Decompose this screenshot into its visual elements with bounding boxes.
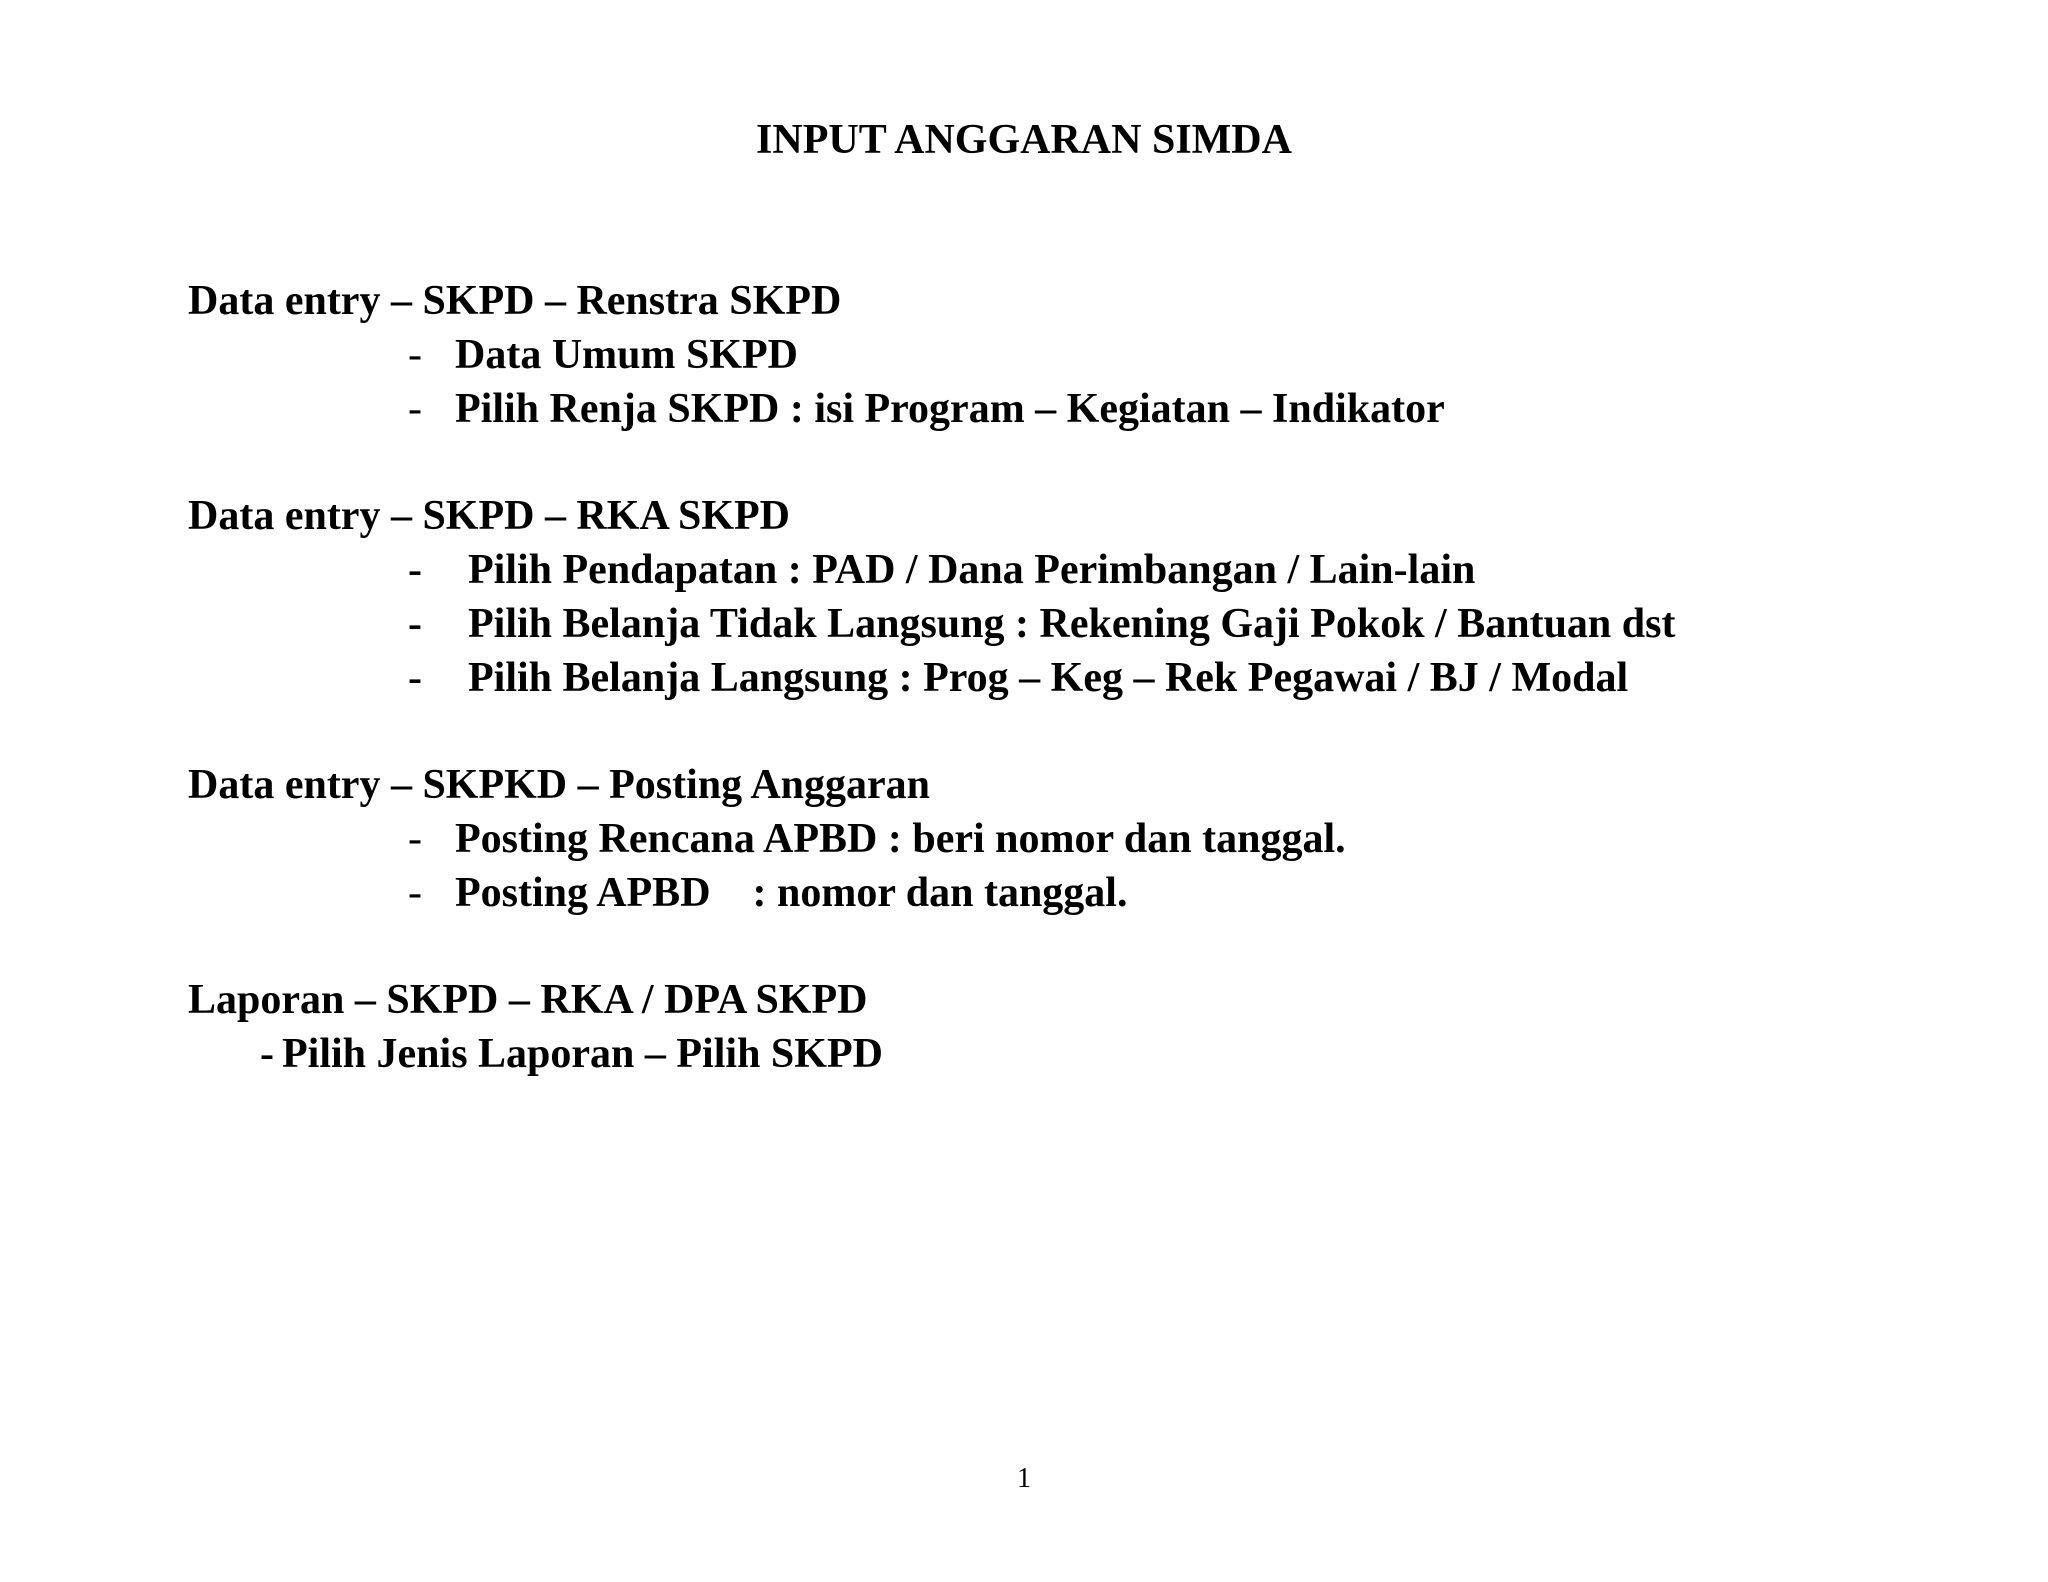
list-dash: - [408, 386, 422, 432]
page-title: INPUT ANGGARAN SIMDA [756, 117, 1292, 163]
list-item-text: Pilih Renja SKPD : isi Program – Kegiatan – Indikator [455, 386, 1445, 432]
list-item-text: Pilih Belanja Langsung : Prog – Keg – Rek Pegawai / BJ / Modal [468, 655, 1629, 701]
section-heading-rka: Data entry – SKPD – RKA SKPD [188, 493, 790, 539]
page-number: 1 [1017, 1463, 1031, 1494]
list-dash: - [408, 332, 422, 378]
section-heading-laporan: Laporan – SKPD – RKA / DPA SKPD [188, 977, 868, 1023]
list-dash: - [408, 816, 422, 862]
list-item-text: Posting Rencana APBD : beri nomor dan tanggal. [455, 816, 1346, 862]
list-dash: - [408, 655, 422, 701]
list-item-text: Pilih Pendapatan : PAD / Dana Perimbangan / Lain-lain [468, 547, 1476, 593]
section-heading-renstra: Data entry – SKPD – Renstra SKPD [188, 278, 842, 324]
list-item-text: Pilih Belanja Tidak Langsung : Rekening Gaji Pokok / Bantuan dst [468, 601, 1676, 647]
list-item-text: Data Umum SKPD [455, 332, 798, 378]
section-heading-posting: Data entry – SKPKD – Posting Anggaran [188, 762, 931, 808]
list-dash: - [408, 547, 422, 593]
list-dash: - [408, 601, 422, 647]
list-dash: - [408, 870, 422, 916]
list-item-text: Posting APBD : nomor dan tanggal. [455, 870, 1128, 916]
list-item-text: Pilih Jenis Laporan – Pilih SKPD [282, 1031, 883, 1077]
list-dash: - [260, 1031, 274, 1077]
